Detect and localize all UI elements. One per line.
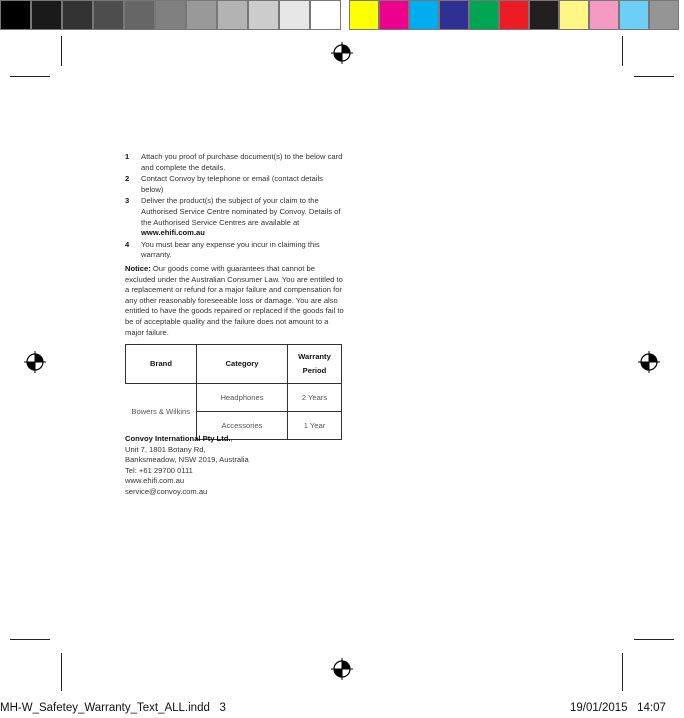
company-name: Convoy International Pty Ltd., xyxy=(125,434,233,443)
step-text: Deliver the product(s) the subject of your claim to the Authorised Service Centre nominated by Convoy. Details of the Authorised Service Centres are available at xyxy=(141,196,341,227)
step-item: 4 You must bear any expense you incur in claiming this warranty. xyxy=(125,240,345,261)
gray-swatch xyxy=(310,0,341,30)
category-cell: Accessories xyxy=(197,412,288,440)
crop-mark xyxy=(634,76,674,77)
color-swatch xyxy=(649,0,679,30)
color-swatch xyxy=(349,0,379,30)
color-swatch xyxy=(379,0,409,30)
step-text-wrap xyxy=(141,196,345,238)
category-cell: Headphones xyxy=(197,384,288,412)
gray-swatch xyxy=(31,0,62,30)
gray-swatch xyxy=(0,0,31,30)
slug-file: MH-W_Safetey_Warranty_Text_ALL.indd 3 xyxy=(0,702,226,714)
crop-mark xyxy=(10,76,50,77)
contact-block xyxy=(125,434,365,498)
period-cell: 2 Years xyxy=(288,384,342,412)
notice-text: Our goods come with guarantees that cannot be excluded under the Australian Consumer Law. You are entitled to a replacement or refund for a major failure and compensation for any other reasonably foreseeable loss or damage. You are also entitled to have the goods repaired or replaced if the goods fail to be of acceptable quality and the failure does not amount to a major failure. xyxy=(125,264,344,337)
period-cell: 1 Year xyxy=(288,412,342,440)
color-bar xyxy=(0,0,684,32)
registration-mark-icon xyxy=(331,42,353,64)
step-item: 3 Deliver the product(s) the subject of your claim to the Authorised Service Centre nominated by Convoy. Details of the Authorised Service Centres are available at www.ehifi.com.au xyxy=(125,196,345,238)
color-swatch xyxy=(499,0,529,30)
crop-mark xyxy=(61,653,62,691)
table-row xyxy=(126,384,342,412)
registration-mark-icon xyxy=(638,351,660,373)
step-text: Attach you proof of purchase document(s) to the below card and complete the details. xyxy=(141,152,343,172)
crop-mark xyxy=(10,639,50,640)
header-period: Warranty Period xyxy=(288,345,342,384)
gray-swatch xyxy=(62,0,93,30)
color-swatch xyxy=(439,0,469,30)
gray-swatch xyxy=(248,0,279,30)
step-text: Contact Convoy by telephone or email (contact details below) xyxy=(141,174,323,194)
table-header-row xyxy=(126,345,342,384)
header-brand: Brand xyxy=(126,345,197,384)
crop-mark xyxy=(61,36,62,66)
step-item: 2 Contact Convoy by telephone or email (contact details below) xyxy=(125,174,345,195)
phone-line: Tel: +61 29700 0111 xyxy=(125,465,193,475)
color-swatch xyxy=(559,0,589,30)
address-line: Unit 7, 1801 Botany Rd, xyxy=(125,444,206,454)
claim-steps xyxy=(125,152,345,262)
step-text: You must bear any expense you incur in claiming this warranty. xyxy=(141,239,320,260)
gray-swatch xyxy=(186,0,217,30)
step-item: 1 Attach you proof of purchase document(s) to the below card and complete the details. xyxy=(125,152,345,173)
color-swatch xyxy=(409,0,439,30)
gray-swatch xyxy=(124,0,155,30)
gray-swatch xyxy=(217,0,248,30)
registration-mark-icon xyxy=(331,658,353,680)
website-line: www.ehifi.com.au xyxy=(125,476,185,486)
notice-paragraph xyxy=(125,264,347,338)
color-swatch xyxy=(619,0,649,30)
brand-cell: Bowers & Wilkins xyxy=(126,384,197,440)
crop-mark xyxy=(622,36,623,66)
gray-swatch xyxy=(155,0,186,30)
gray-swatch xyxy=(279,0,310,30)
gray-swatch xyxy=(93,0,124,30)
color-swatch xyxy=(469,0,499,30)
registration-mark-icon xyxy=(24,351,46,373)
crop-mark xyxy=(622,653,623,691)
email-line: service@convoy.com.au xyxy=(125,486,208,496)
crop-mark xyxy=(634,639,674,640)
header-category: Category xyxy=(197,345,288,384)
color-swatch xyxy=(529,0,559,30)
address-line: Banksmeadow, NSW 2019, Australia xyxy=(125,455,249,465)
notice-label: Notice: xyxy=(125,264,151,273)
step-link: www.ehifi.com.au xyxy=(141,228,205,238)
slug-date: 19/01/2015 14:07 xyxy=(570,702,666,714)
color-swatch xyxy=(589,0,619,30)
warranty-table xyxy=(125,344,342,440)
